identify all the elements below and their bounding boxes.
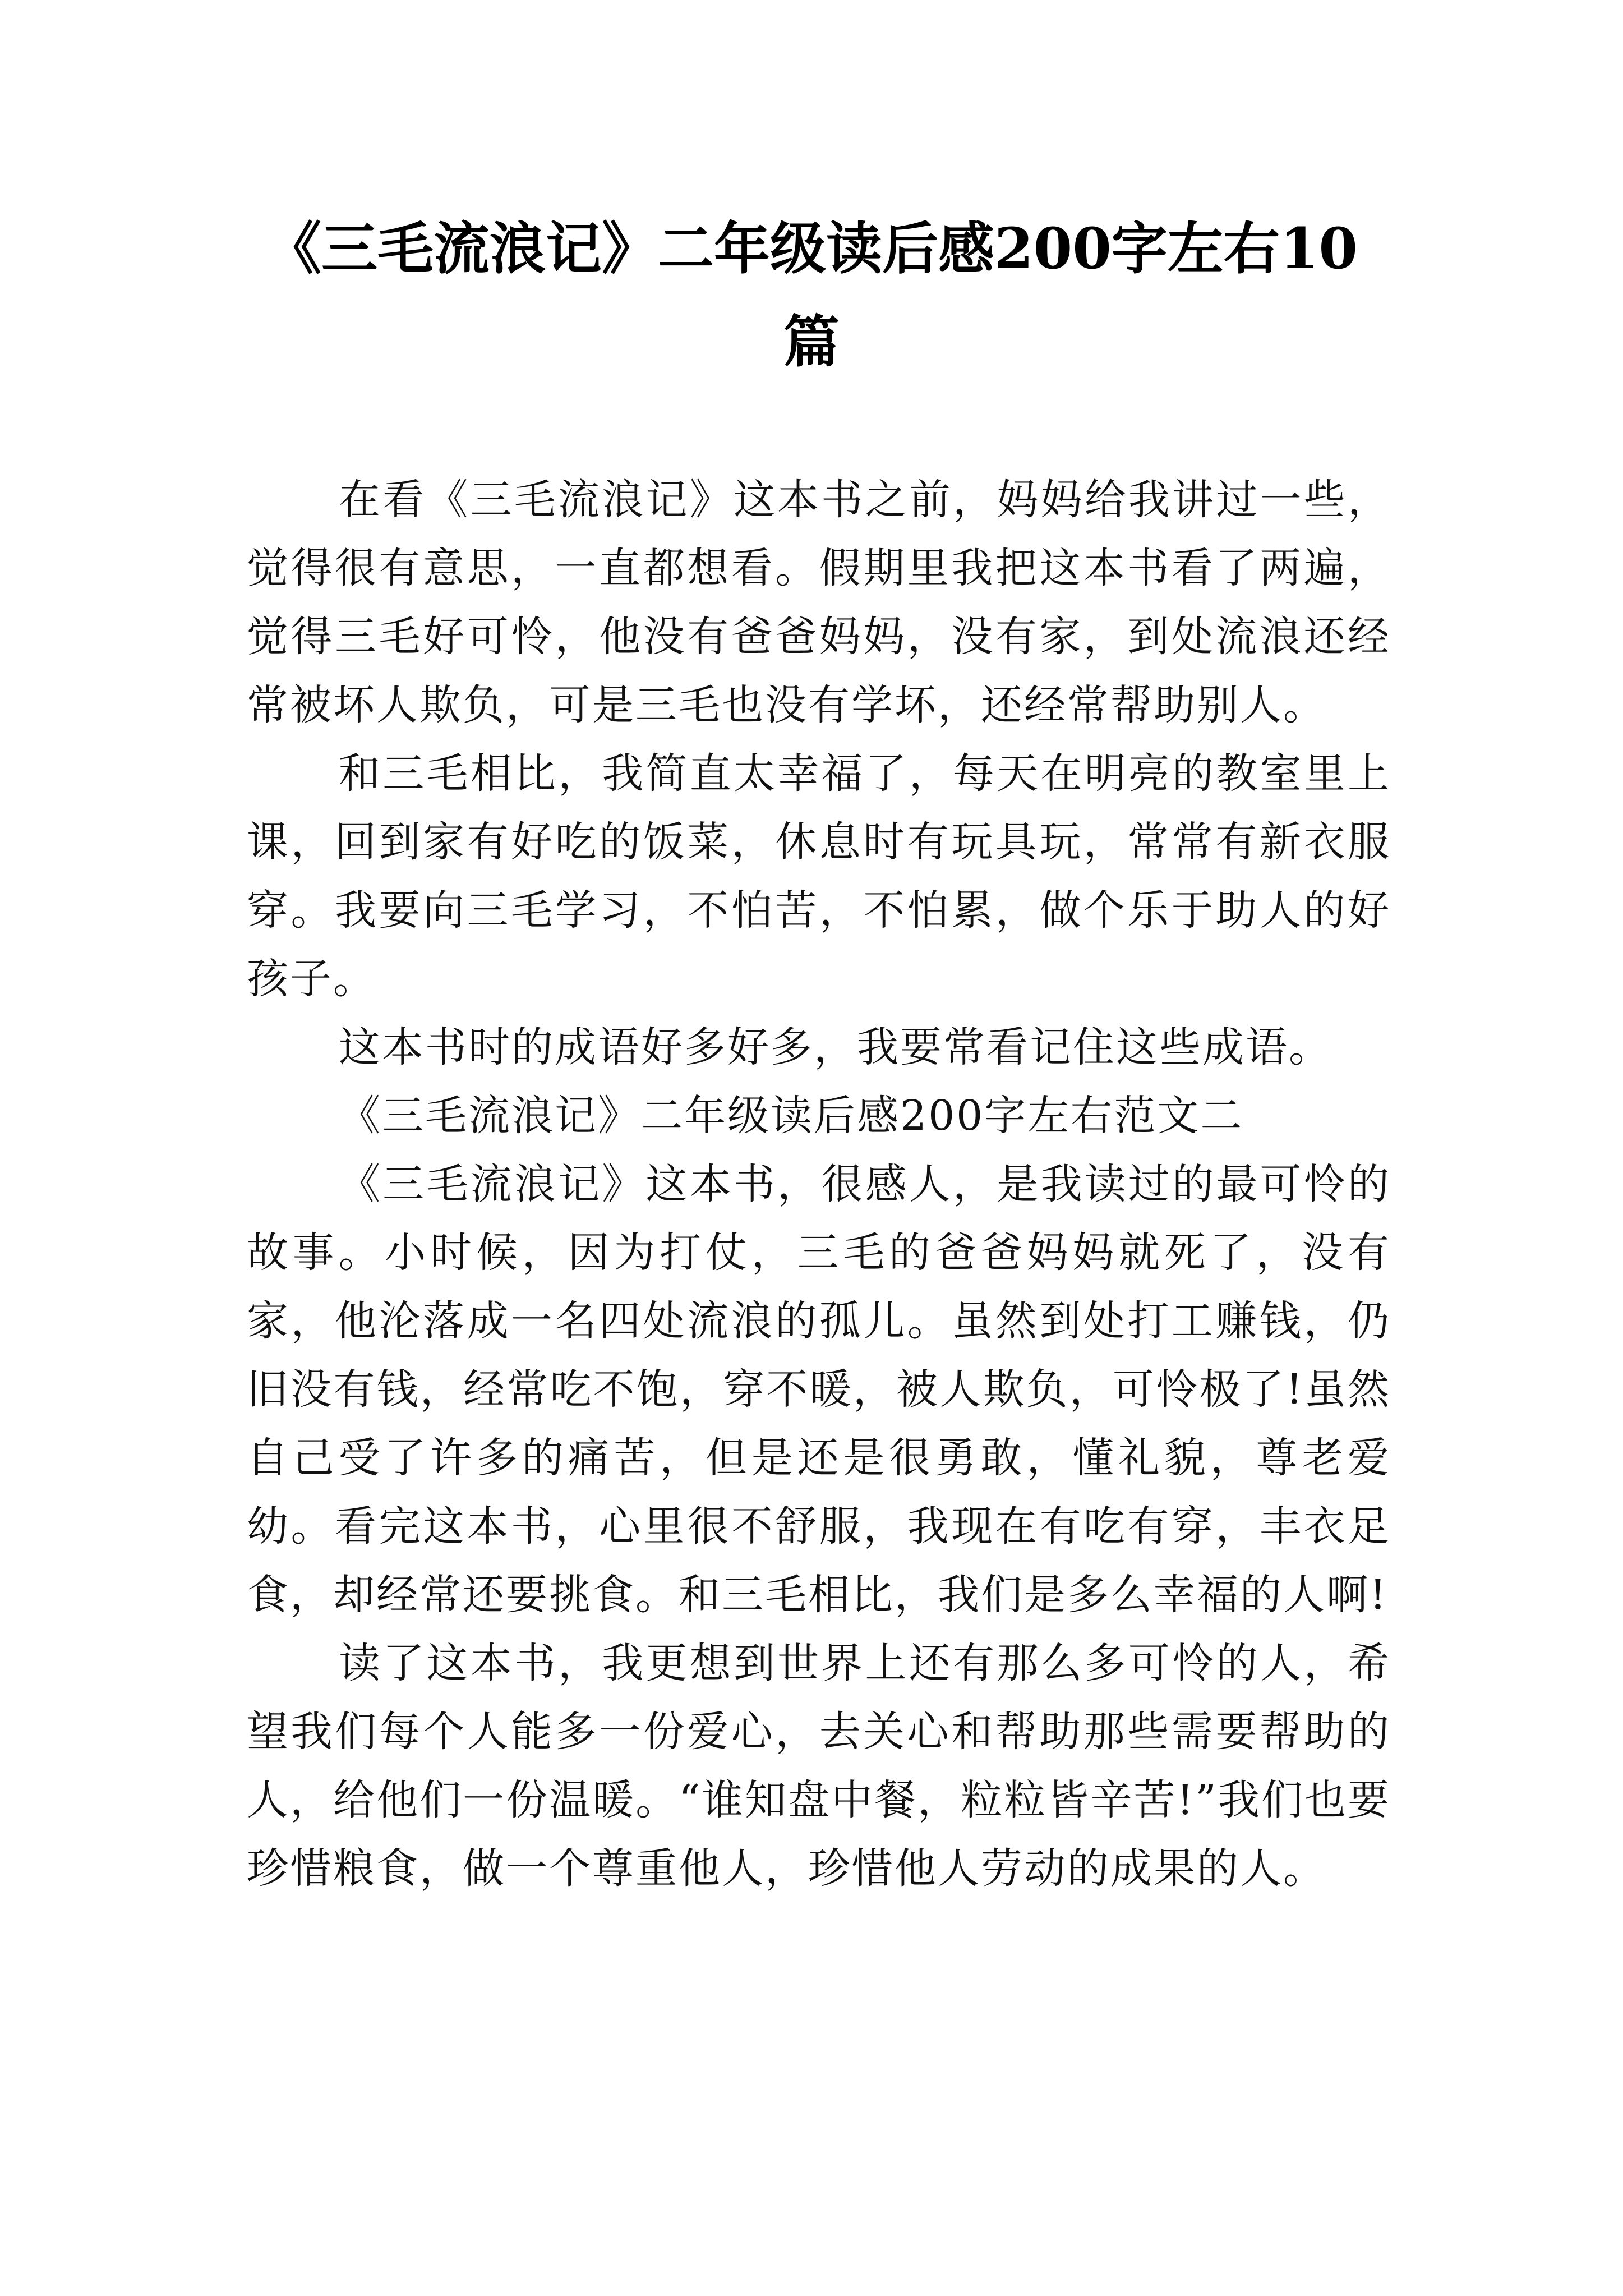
paragraph-4: 《三毛流浪记》这本书，很感人，是我读过的最可怜的故事。小时候，因为打仗，三毛的爸爸妈妈就死了，没有家，他沦落成一名四处流浪的孤儿。虽然到处打工赚钱，仍旧没有钱，经常吃不饱，穿不暖，被人欺负，可怜极了!虽然自己受了许多的痛苦，但是还是很勇敢，懂礼貌，尊老爱幼。看完这本书，心里很不舒服，我现在有吃有穿，丰衣足食，却经常还要挑食。和三毛相比，我们是多么幸福的人啊! [247,1160,1391,1619]
section-heading: 《三毛流浪记》二年级读后感200字左右范文二 [339,1092,1244,1140]
paragraph-5: 读了这本书，我更想到世界上还有那么多可怜的人，希望我们每个人能多一份爱心，去关心和帮助那些需要帮助的人，给他们一份温暖。“谁知盘中餐，粒粒皆辛苦!”我们也要珍惜粮食，做一个尊重他人，珍惜他人劳动的成果的人。 [247,1639,1391,1893]
paragraph-3: 这本书时的成语好多好多，我要常看记住这些成语。 [339,1023,1332,1071]
document-body [247,466,1391,1903]
paragraph-2: 和三毛相比，我简直太幸福了，每天在明亮的教室里上课，回到家有好吃的饭菜，休息时有玩具玩，常常有新衣服穿。我要向三毛学习，不怕苦，不怕累，做个乐于助人的好孩子。 [247,749,1391,1003]
paragraph-1: 在看《三毛流浪记》这本书之前，妈妈给我讲过一些，觉得很有意思，一直都想看。假期里我把这本书看了两遍，觉得三毛好可怜，他没有爸爸妈妈，没有家，到处流浪还经常被坏人欺负，可是三毛也没有学坏，还经常帮助别人。 [247,476,1391,729]
document-title: 《三毛流浪记》二年级读后感200字左右10 篇 [265,215,1358,375]
